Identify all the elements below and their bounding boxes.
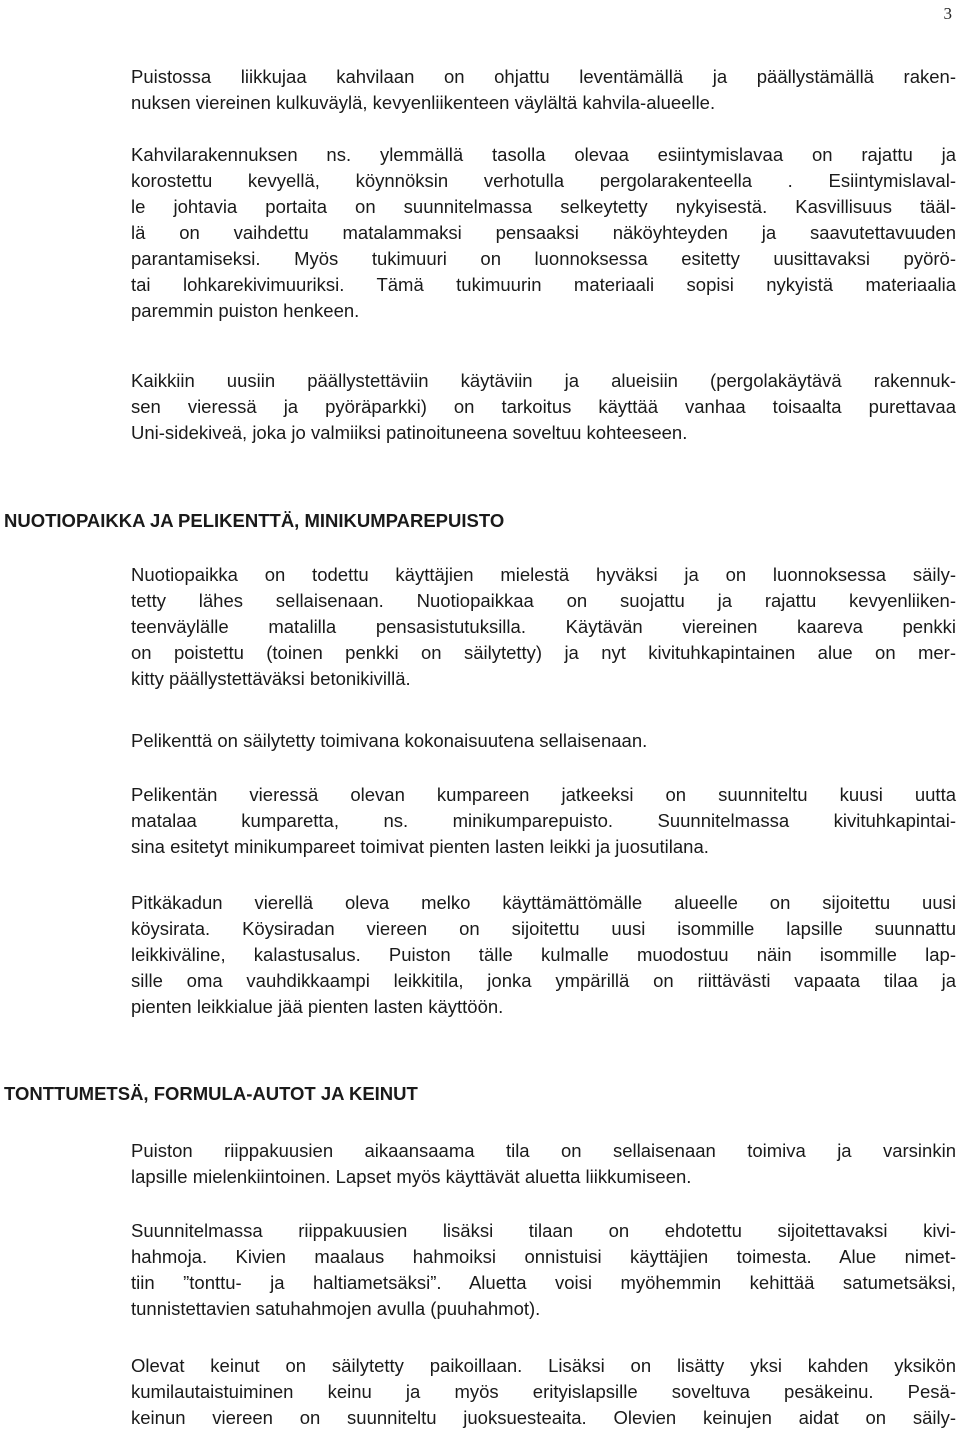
- text-line: sille oma vauhdikkaampi leikkitila, jonka ympärillä on riittävästi vapaata tilaa ja: [131, 970, 956, 991]
- paragraph-cafe-access: [131, 64, 956, 116]
- section-heading-gnome-forest: TONTTUMETSÄ, FORMULA-AUTOT JA KEINUT: [4, 1083, 418, 1104]
- text-line: tetty lähes sellaisenaan. Nuotiopaikkaa on suojattu ja rajattu kevyenliiken-: [131, 590, 956, 611]
- text-line: le johtavia portaita on suunnitelmassa selkeytetty nykyisestä. Kasvillisuus tääl-: [131, 196, 956, 217]
- text-line: kitty päällystettäväksi betonikivillä.: [131, 668, 411, 689]
- text-line: parantamiseksi. Myös tukimuuri on luonnoksessa esitetty uusittavaksi pyörö-: [131, 248, 956, 269]
- text-line: tai lohkarekivimuuriksi. Tämä tukimuurin materiaali sopisi nykyistä materiaalia: [131, 274, 956, 295]
- text-line: tunnistettavien satuhahmojen avulla (puuhahmot).: [131, 1298, 541, 1319]
- text-line: leikkiväline, kalastusalus. Puiston tälle kulmalle muodostuu näin isommille lap-: [131, 944, 956, 965]
- text-line: lä on vaihdettu matalammaksi pensaaksi näköyhteyden ja saavutettavuuden: [131, 222, 956, 243]
- paragraph-campfire: [131, 562, 956, 692]
- text-line: sen vieressä ja pyöräparkki) on tarkoitus käyttää vanhaa toisaalta purettavaa: [131, 396, 956, 417]
- paragraph-rope-course: [131, 890, 956, 1020]
- paragraph-stage: [131, 142, 956, 324]
- text-line: Suunnitelmassa riippakuusien lisäksi tilaan on ehdotettu sijoitettavaksi kivi-: [131, 1220, 956, 1241]
- text-line: Kaikkiin uusiin päällystettäviin käytäviin ja alueisiin (pergolakäytävä rakennuk-: [131, 370, 956, 391]
- text-line: Nuotiopaikka on todettu käyttäjien mielestä hyväksi ja on luonnoksessa säily-: [131, 564, 956, 585]
- paragraph-mini-mounds: [131, 782, 956, 860]
- text-line: paremmin puiston henkeen.: [131, 300, 360, 321]
- text-line: keinun viereen on suunniteltu juoksuesteaita. Olevien keinujen aidat on säily-: [131, 1407, 956, 1428]
- text-line: teenväylälle matalilla pensasistutuksilla. Käytävän viereinen kaareva penkki: [131, 616, 956, 637]
- text-line: nuksen viereinen kulkuväylä, kevyenliikenteen väylältä kahvila-alueelle.: [131, 92, 716, 113]
- text-line: Pelikentän vieressä olevan kumpareen jatkeeksi on suunniteltu kuusi uutta: [131, 784, 956, 805]
- text-line: on poistettu (toinen penkki on säilytetty) ja nyt kivituhkapintainen alue on mer-: [131, 642, 956, 663]
- section-heading-campfire: NUOTIOPAIKKA JA PELIKENTTÄ, MINIKUMPAREPUISTO: [4, 510, 505, 531]
- paragraph-spruces: [131, 1138, 956, 1190]
- text-line: Puiston riippakuusien aikaansaama tila on sellaisenaan toimiva ja varsinkin: [131, 1140, 956, 1161]
- text-line: Kahvilarakennuksen ns. ylemmällä tasolla olevaa esiintymislavaa on rajattu ja: [131, 144, 956, 165]
- text-line: tiin ”tonttu- ja haltiametsäksi”. Aluetta voisi myöhemmin kehittää satumetsäksi,: [131, 1272, 956, 1293]
- text-line: Puistossa liikkujaa kahvilaan on ohjattu leventämällä ja päällystämällä raken-: [131, 66, 956, 87]
- paragraph-paving: [131, 368, 956, 446]
- page-number: 3: [943, 4, 952, 23]
- text-line: sina esitetyt minikumpareet toimivat pienten lasten leikki ja juosutilana.: [131, 836, 709, 857]
- text-line: Uni-sidekiveä, joka jo valmiiksi patinoituneena soveltuu kohteeseen.: [131, 422, 688, 443]
- text-line: matalaa kumparetta, ns. minikumparepuisto. Suunnitelmassa kivituhkapintai-: [131, 810, 956, 831]
- text-line: köysirata. Köysiradan viereen on sijoitettu uusi isommille lapsille suunnattu: [131, 918, 956, 939]
- text-line: hahmoja. Kivien maalaus hahmoiksi onnistuisi käyttäjien toimesta. Alue nimet-: [131, 1246, 956, 1267]
- text-line: korostettu kevyellä, köynnöksin verhotulla pergolarakenteella . Esiintymislaval-: [131, 170, 956, 191]
- text-line: Pitkäkadun vierellä oleva melko käyttämättömälle alueelle on sijoitettu uusi: [131, 892, 956, 913]
- text-line: kumilautaistuiminen keinu ja myös erityislapsille soveltuva pesäkeinu. Pesä-: [131, 1381, 956, 1402]
- text-line: lapsille mielenkiintoinen. Lapset myös käyttävät aluetta liikkumiseen.: [131, 1166, 692, 1187]
- text-line: Pelikenttä on säilytetty toimivana kokonaisuutena sellaisenaan.: [131, 730, 648, 751]
- paragraph-stone-figures: [131, 1218, 956, 1322]
- paragraph-swings: [131, 1353, 956, 1431]
- text-line: pienten leikkialue jää pienten lasten käyttöön.: [131, 996, 504, 1017]
- paragraph-playfield: [131, 728, 956, 754]
- text-line: Olevat keinut on säilytetty paikoillaan. Lisäksi on lisätty yksi kahden yksikön: [131, 1355, 956, 1376]
